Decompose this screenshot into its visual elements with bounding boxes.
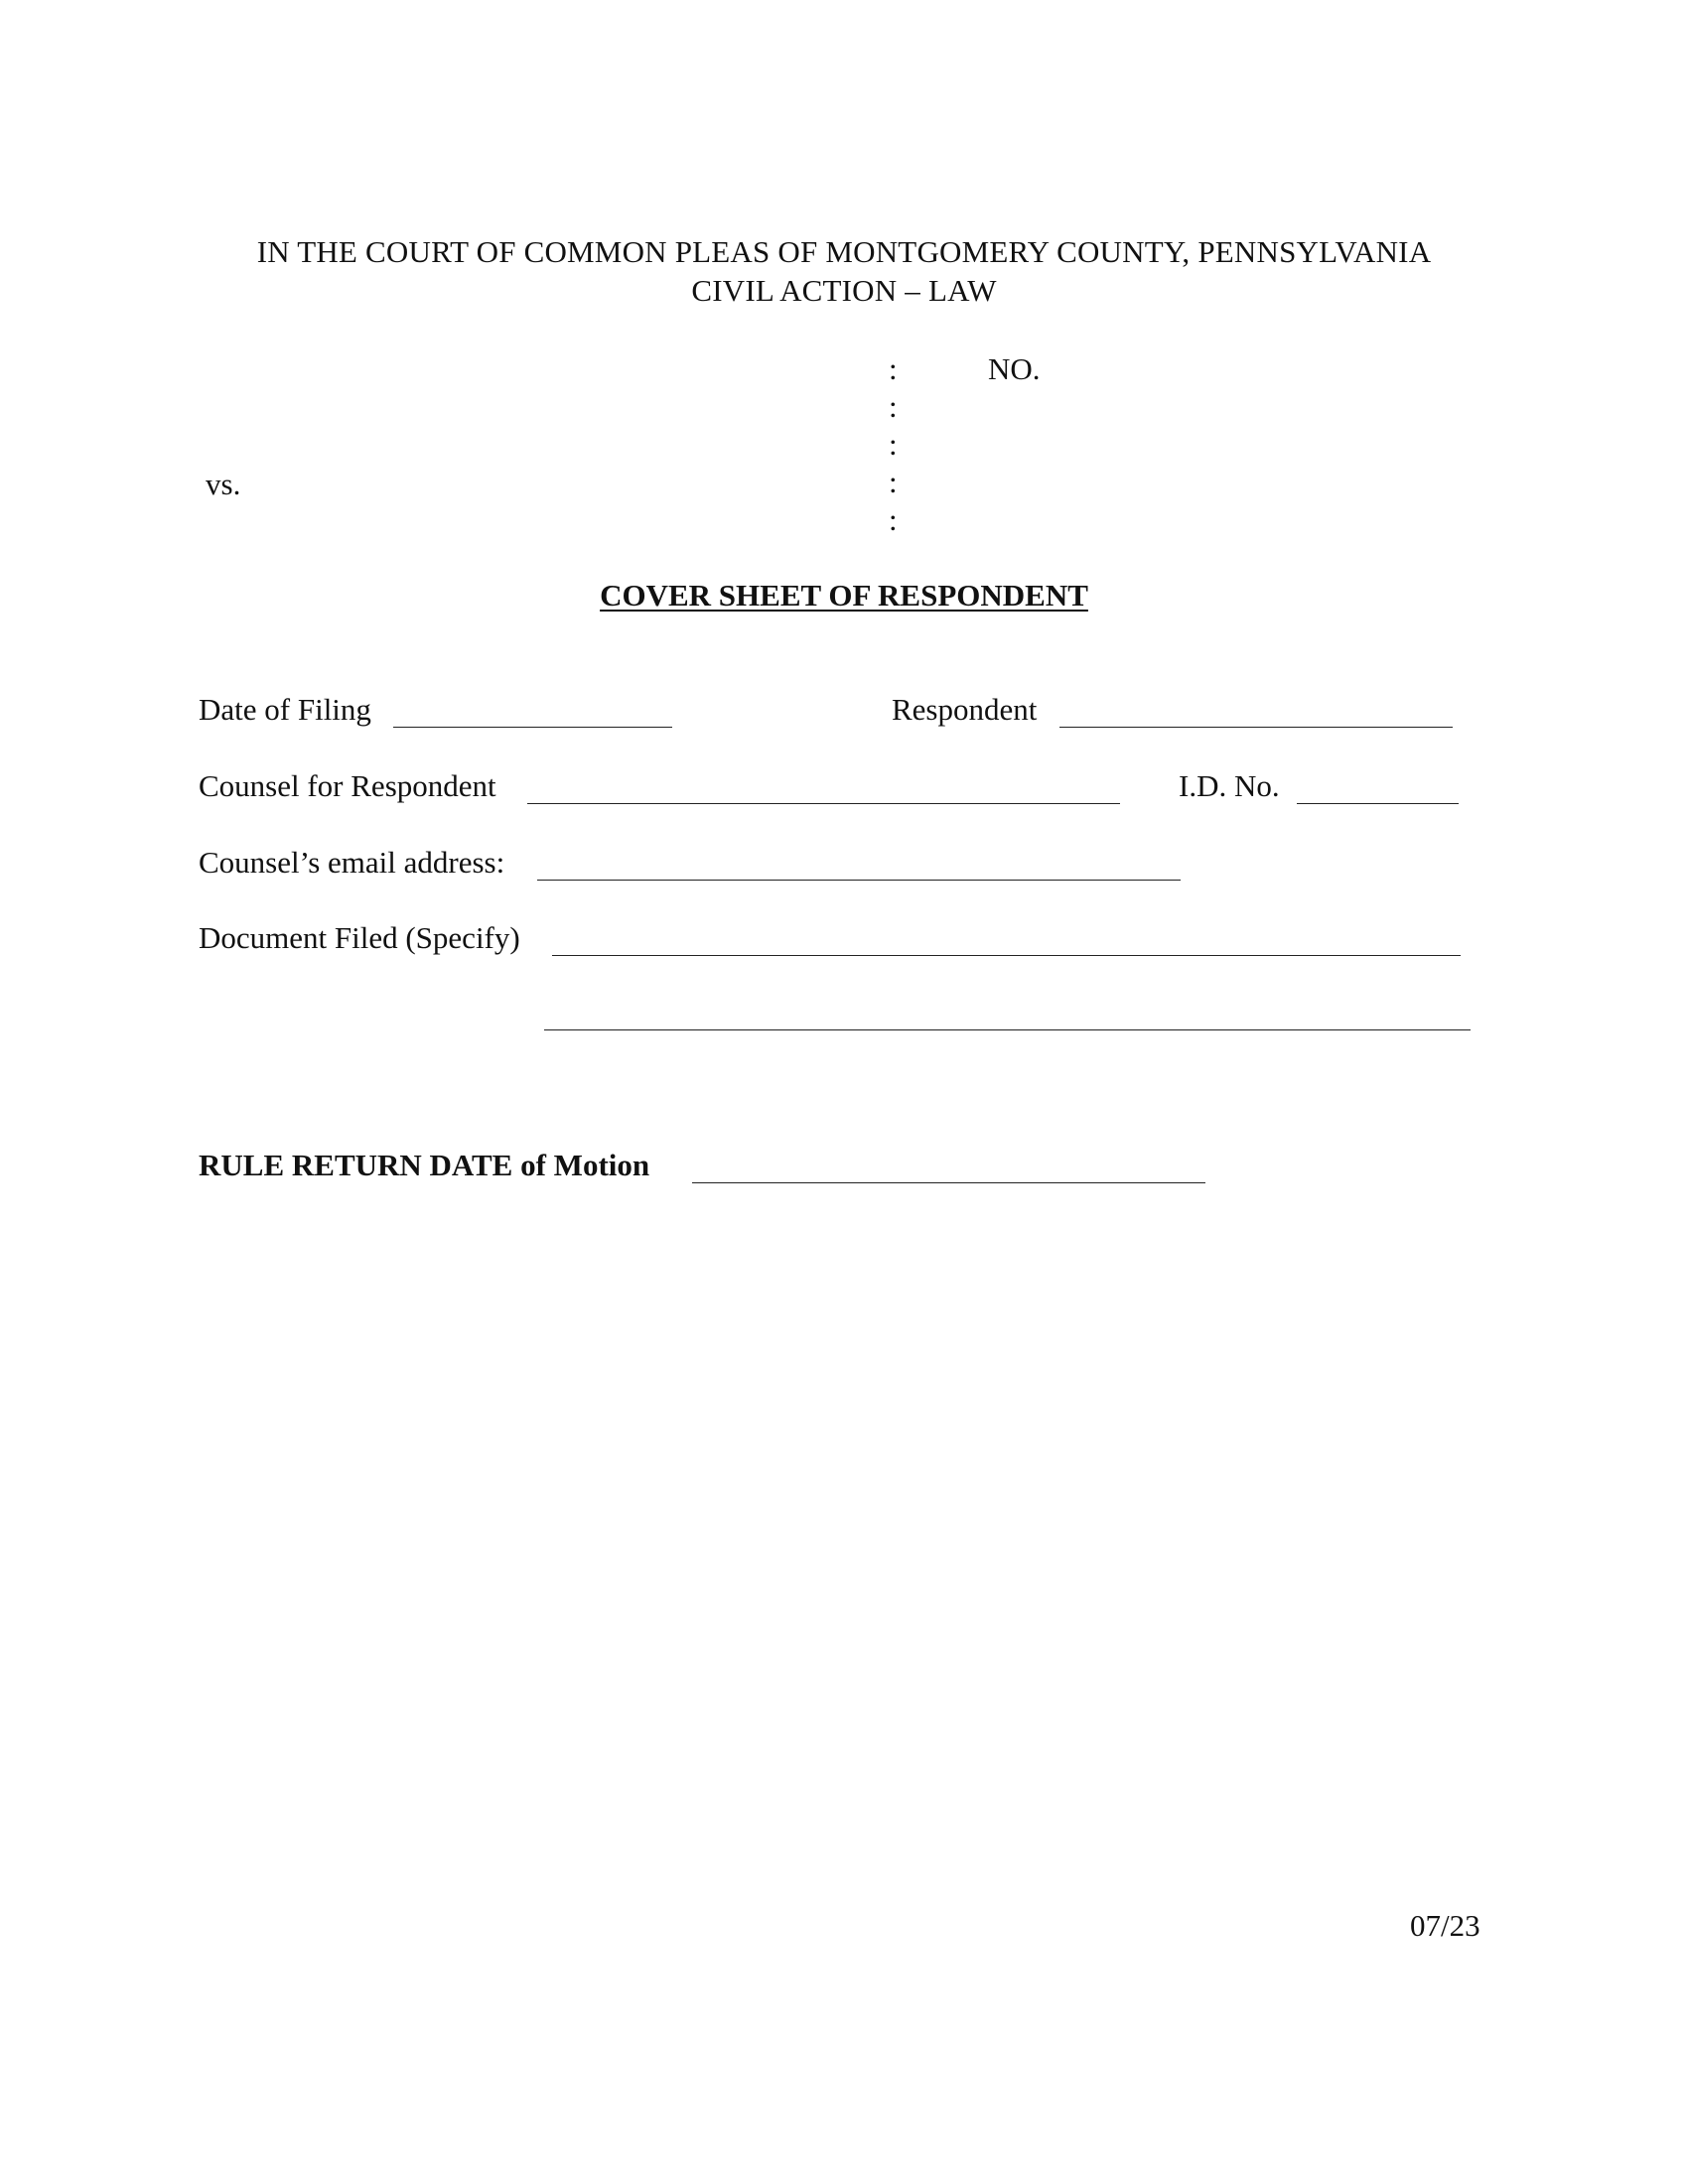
action-heading: CIVIL ACTION – LAW xyxy=(691,273,997,308)
versus-label: vs. xyxy=(206,467,241,501)
counsel-field[interactable] xyxy=(527,803,1120,804)
caption-colon: : xyxy=(889,427,898,462)
caption-colon: : xyxy=(889,502,898,537)
caption-colon: : xyxy=(889,389,898,424)
document-title-text: COVER SHEET OF RESPONDENT xyxy=(600,578,1088,613)
id-number-label: I.D. No. xyxy=(1179,768,1280,803)
rule-return-date-field[interactable] xyxy=(692,1182,1205,1183)
counsel-label: Counsel for Respondent xyxy=(199,768,496,803)
revision-date: 07/23 xyxy=(1410,1908,1480,1943)
rule-return-date-label: RULE RETURN DATE of Motion xyxy=(199,1148,650,1182)
counsel-email-label: Counsel’s email address: xyxy=(199,845,505,880)
counsel-email-field[interactable] xyxy=(537,880,1181,881)
date-of-filing-field[interactable] xyxy=(393,727,672,728)
id-number-field[interactable] xyxy=(1297,803,1459,804)
respondent-field[interactable] xyxy=(1059,727,1453,728)
document-title xyxy=(0,578,1688,614)
caption-colon: : xyxy=(889,351,898,386)
document-filed-field-continued[interactable] xyxy=(544,1029,1471,1030)
date-of-filing-label: Date of Filing xyxy=(199,692,371,727)
document-filed-label: Document Filed (Specify) xyxy=(199,920,520,955)
caption-colon: : xyxy=(889,465,898,499)
document-filed-field[interactable] xyxy=(552,955,1461,956)
court-heading: IN THE COURT OF COMMON PLEAS OF MONTGOMERY COUNTY, PENNSYLVANIA xyxy=(256,234,1432,269)
respondent-label: Respondent xyxy=(892,692,1038,727)
docket-number-label: NO. xyxy=(988,351,1041,386)
